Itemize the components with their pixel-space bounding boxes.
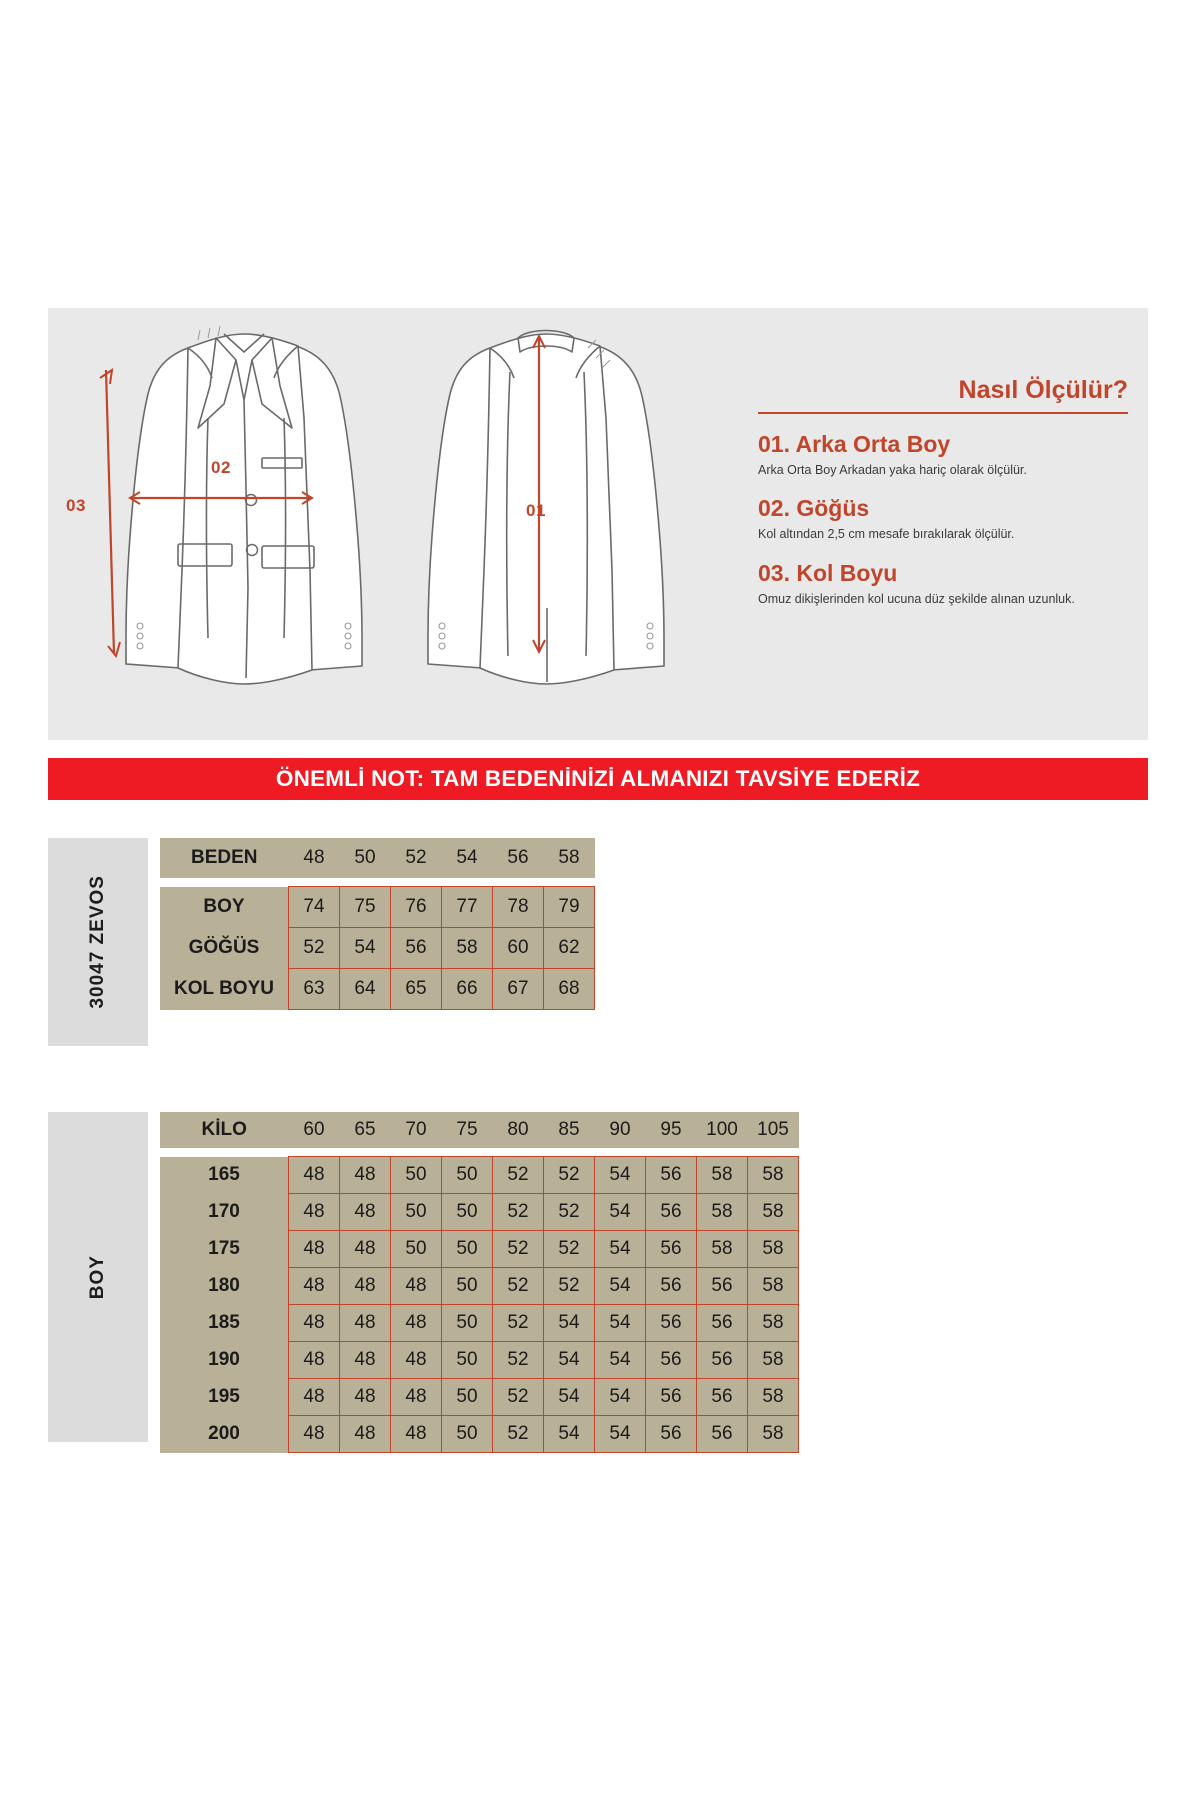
cell: 48 xyxy=(289,1194,340,1231)
cell: 52 xyxy=(493,1416,544,1453)
cell: 50 xyxy=(442,1416,493,1453)
cell: 54 xyxy=(544,1305,595,1342)
size-header-cell: 52 xyxy=(391,838,442,878)
cell: 54 xyxy=(544,1342,595,1379)
cell: 63 xyxy=(289,969,340,1010)
weight-header-cell: 80 xyxy=(493,1112,544,1148)
row-label-height: 185 xyxy=(160,1305,289,1342)
size-header-cell: 48 xyxy=(289,838,340,878)
cell: 48 xyxy=(289,1157,340,1194)
measure-item-1-text: Arka Orta Boy Arkadan yaka hariç olarak ölçülür. xyxy=(758,463,1027,477)
cell: 58 xyxy=(748,1416,799,1453)
callout-02: 02 xyxy=(211,458,231,477)
cell: 48 xyxy=(340,1305,391,1342)
cell: 48 xyxy=(289,1231,340,1268)
cell: 52 xyxy=(493,1157,544,1194)
fit-table-side-label xyxy=(48,1112,148,1442)
cell: 48 xyxy=(340,1416,391,1453)
measure-item-2-heading: 02. Göğüs xyxy=(758,495,870,522)
cell: 74 xyxy=(289,887,340,928)
cell: 48 xyxy=(340,1379,391,1416)
size-table-header-label: BEDEN xyxy=(160,838,289,878)
row-label-height: 190 xyxy=(160,1342,289,1379)
cell: 52 xyxy=(544,1231,595,1268)
how-to-measure-title: Nasıl Ölçülür? xyxy=(758,376,1128,414)
cell: 54 xyxy=(595,1157,646,1194)
measure-item-3-text: Omuz dikişlerinden kol ucuna düz şekilde alınan uzunluk. xyxy=(758,591,1075,606)
cell: 52 xyxy=(289,928,340,969)
cell: 54 xyxy=(595,1268,646,1305)
cell: 58 xyxy=(748,1305,799,1342)
table-row xyxy=(160,1416,799,1453)
cell: 78 xyxy=(493,887,544,928)
cell: 50 xyxy=(442,1268,493,1305)
cell: 54 xyxy=(595,1379,646,1416)
cell: 50 xyxy=(442,1157,493,1194)
cell: 56 xyxy=(697,1268,748,1305)
cell: 50 xyxy=(391,1157,442,1194)
size-table xyxy=(160,838,595,1010)
cell: 56 xyxy=(697,1342,748,1379)
cell: 52 xyxy=(544,1157,595,1194)
table-spacer xyxy=(160,878,595,887)
weight-header-cell: 60 xyxy=(289,1112,340,1148)
measurement-illustration-panel xyxy=(48,308,1148,740)
cell: 52 xyxy=(493,1305,544,1342)
cell: 48 xyxy=(289,1342,340,1379)
cell: 56 xyxy=(697,1379,748,1416)
cell: 54 xyxy=(340,928,391,969)
cell: 56 xyxy=(646,1268,697,1305)
cell: 52 xyxy=(544,1268,595,1305)
row-label-height: 175 xyxy=(160,1231,289,1268)
cell: 76 xyxy=(391,887,442,928)
table-row-header xyxy=(160,838,595,878)
cell: 52 xyxy=(493,1194,544,1231)
weight-header-cell: 90 xyxy=(595,1112,646,1148)
size-header-cell: 56 xyxy=(493,838,544,878)
cell: 54 xyxy=(544,1379,595,1416)
size-table-side-label xyxy=(48,838,148,1046)
cell: 54 xyxy=(595,1231,646,1268)
cell: 52 xyxy=(493,1268,544,1305)
cell: 48 xyxy=(391,1416,442,1453)
cell: 68 xyxy=(544,969,595,1010)
cell: 50 xyxy=(442,1342,493,1379)
weight-header-cell: 95 xyxy=(646,1112,697,1148)
row-label-height: 170 xyxy=(160,1194,289,1231)
cell: 50 xyxy=(391,1231,442,1268)
callout-03: 03 xyxy=(66,496,86,515)
cell: 58 xyxy=(748,1379,799,1416)
fit-table-side-label-text: BOY xyxy=(87,1254,108,1300)
cell: 48 xyxy=(391,1305,442,1342)
row-label-height: 165 xyxy=(160,1157,289,1194)
cell: 48 xyxy=(289,1268,340,1305)
cell: 77 xyxy=(442,887,493,928)
cell: 66 xyxy=(442,969,493,1010)
cell: 56 xyxy=(697,1305,748,1342)
cell: 56 xyxy=(697,1416,748,1453)
row-label-kol-boyu: KOL BOYU xyxy=(160,969,289,1010)
row-label-height: 180 xyxy=(160,1268,289,1305)
table-row xyxy=(160,887,595,928)
fit-table xyxy=(160,1112,799,1453)
callout-01: 01 xyxy=(526,501,546,520)
size-header-cell: 58 xyxy=(544,838,595,878)
cell: 50 xyxy=(442,1194,493,1231)
cell: 58 xyxy=(748,1342,799,1379)
table-row xyxy=(160,969,595,1010)
cell: 52 xyxy=(544,1194,595,1231)
size-table-side-label-text: 30047 ZEVOS xyxy=(87,875,108,1009)
cell: 50 xyxy=(442,1231,493,1268)
cell: 54 xyxy=(595,1305,646,1342)
important-notice-banner: ÖNEMLİ NOT: TAM BEDENİNİZİ ALMANIZI TAVSİYE EDERİZ xyxy=(48,758,1148,800)
cell: 48 xyxy=(340,1231,391,1268)
cell: 56 xyxy=(646,1379,697,1416)
cell: 58 xyxy=(697,1157,748,1194)
row-label-height: 195 xyxy=(160,1379,289,1416)
cell: 56 xyxy=(646,1416,697,1453)
measure-item-2 xyxy=(758,495,1128,542)
cell: 52 xyxy=(493,1342,544,1379)
row-label-height: 200 xyxy=(160,1416,289,1453)
cell: 58 xyxy=(748,1268,799,1305)
table-row xyxy=(160,1157,799,1194)
size-header-cell: 50 xyxy=(340,838,391,878)
fit-table-header-label: KİLO xyxy=(160,1112,289,1148)
size-header-cell: 54 xyxy=(442,838,493,878)
cell: 48 xyxy=(340,1157,391,1194)
cell: 56 xyxy=(646,1342,697,1379)
cell: 48 xyxy=(391,1379,442,1416)
cell: 52 xyxy=(493,1379,544,1416)
cell: 56 xyxy=(646,1305,697,1342)
cell: 75 xyxy=(340,887,391,928)
cell: 56 xyxy=(646,1194,697,1231)
cell: 50 xyxy=(391,1194,442,1231)
cell: 64 xyxy=(340,969,391,1010)
cell: 50 xyxy=(442,1379,493,1416)
cell: 62 xyxy=(544,928,595,969)
row-label-boy: BOY xyxy=(160,887,289,928)
cell: 56 xyxy=(646,1157,697,1194)
row-label-gogus: GÖĞÜS xyxy=(160,928,289,969)
cell: 58 xyxy=(697,1231,748,1268)
cell: 54 xyxy=(595,1194,646,1231)
cell: 50 xyxy=(442,1305,493,1342)
cell: 48 xyxy=(340,1342,391,1379)
weight-header-cell: 75 xyxy=(442,1112,493,1148)
measure-item-2-text: Kol altından 2,5 cm mesafe bırakılarak ölçülür. xyxy=(758,527,1015,542)
measure-item-3-heading: 03. Kol Boyu xyxy=(758,559,898,586)
cell: 56 xyxy=(391,928,442,969)
table-row xyxy=(160,1194,799,1231)
cell: 56 xyxy=(646,1231,697,1268)
cell: 48 xyxy=(289,1305,340,1342)
cell: 79 xyxy=(544,887,595,928)
cell: 58 xyxy=(748,1194,799,1231)
cell: 48 xyxy=(391,1268,442,1305)
cell: 48 xyxy=(289,1379,340,1416)
cell: 54 xyxy=(595,1416,646,1453)
table-spacer xyxy=(160,1148,799,1157)
cell: 52 xyxy=(493,1231,544,1268)
table-row xyxy=(160,1342,799,1379)
measure-item-1-heading: 01. Arka Orta Boy xyxy=(758,431,951,457)
cell: 58 xyxy=(697,1194,748,1231)
table-row xyxy=(160,928,595,969)
table-row xyxy=(160,1231,799,1268)
cell: 48 xyxy=(289,1416,340,1453)
weight-header-cell: 85 xyxy=(544,1112,595,1148)
weight-header-cell: 65 xyxy=(340,1112,391,1148)
weight-header-cell: 105 xyxy=(748,1112,799,1148)
cell: 58 xyxy=(748,1231,799,1268)
weight-header-cell: 70 xyxy=(391,1112,442,1148)
measure-item-1 xyxy=(758,431,1128,478)
cell: 54 xyxy=(544,1416,595,1453)
table-row xyxy=(160,1379,799,1416)
cell: 48 xyxy=(340,1194,391,1231)
table-row-header xyxy=(160,1112,799,1148)
how-to-measure-block xyxy=(758,376,1128,607)
cell: 54 xyxy=(595,1342,646,1379)
cell: 60 xyxy=(493,928,544,969)
cell: 65 xyxy=(391,969,442,1010)
cell: 67 xyxy=(493,969,544,1010)
cell: 48 xyxy=(340,1268,391,1305)
weight-header-cell: 100 xyxy=(697,1112,748,1148)
cell: 58 xyxy=(442,928,493,969)
cell: 58 xyxy=(748,1157,799,1194)
table-row xyxy=(160,1268,799,1305)
measure-item-3 xyxy=(758,560,1128,607)
cell: 48 xyxy=(391,1342,442,1379)
table-row xyxy=(160,1305,799,1342)
